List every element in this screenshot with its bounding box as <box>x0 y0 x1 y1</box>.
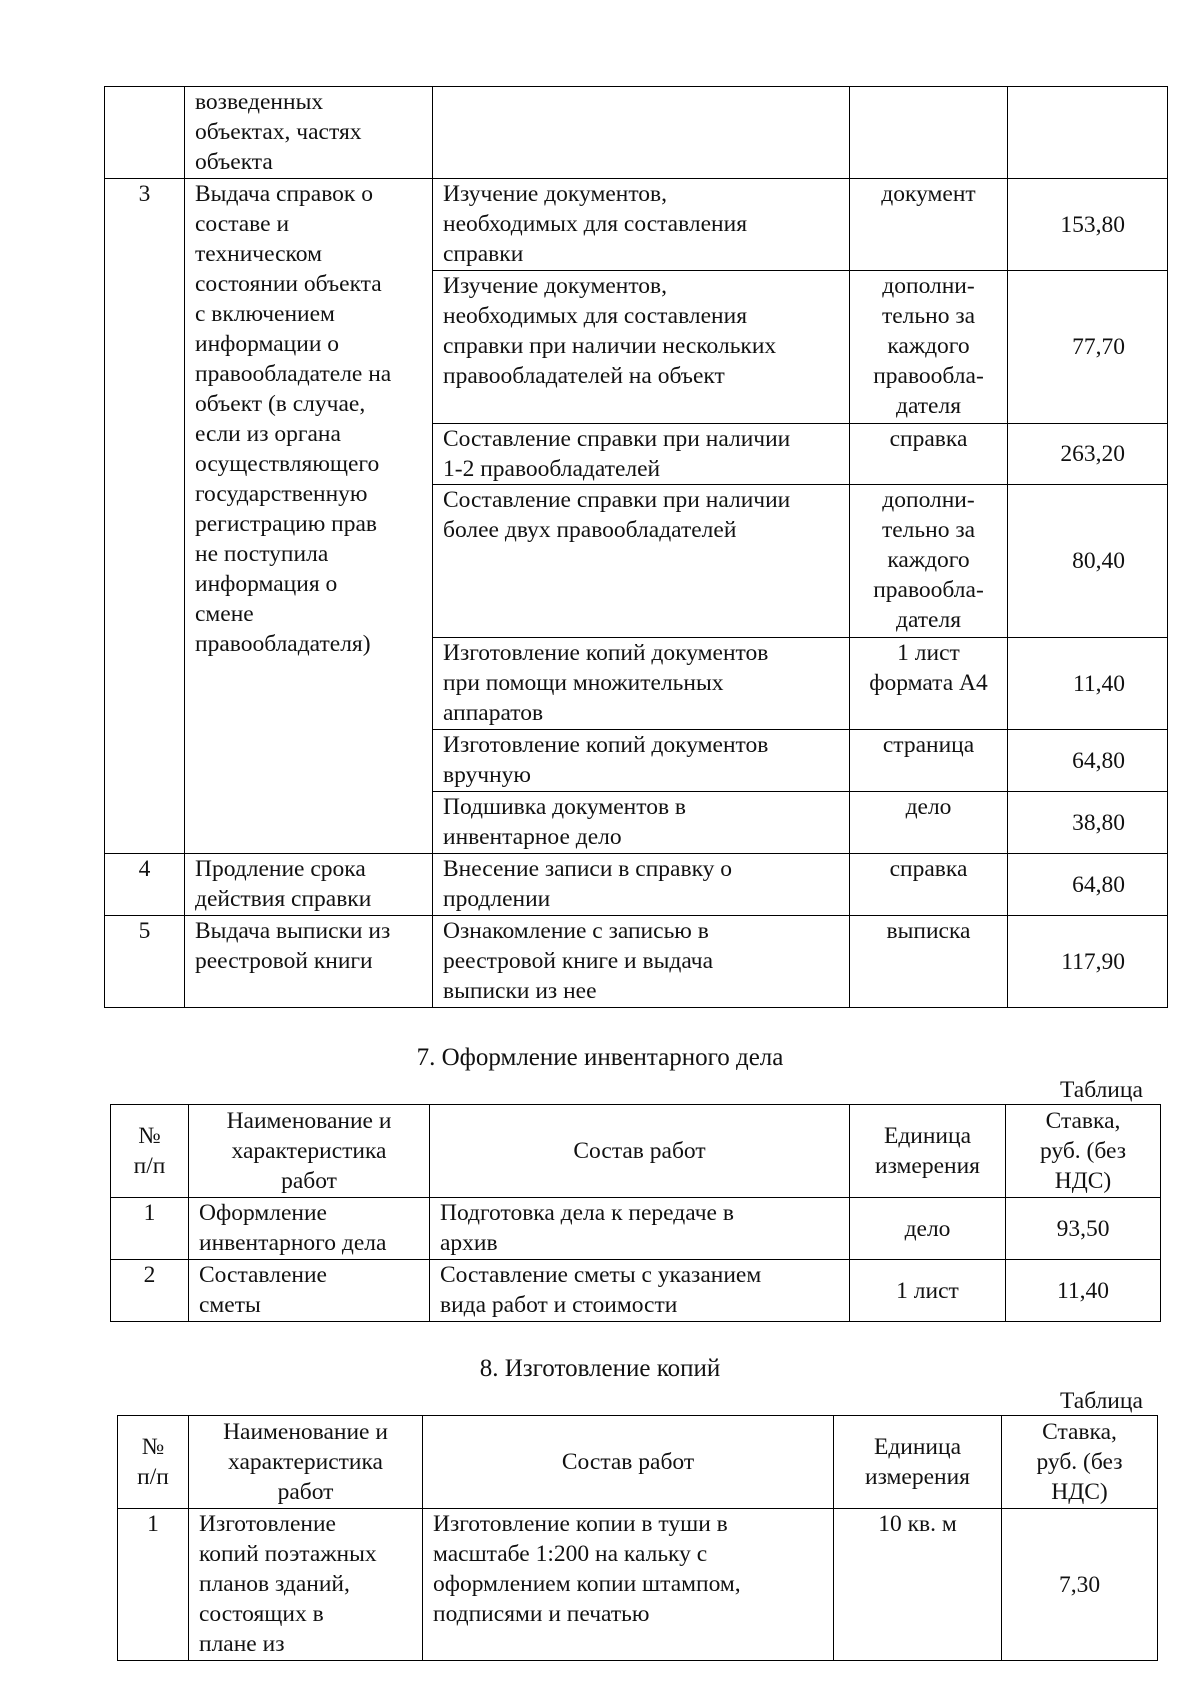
rates-table-continued <box>104 86 1168 1008</box>
unit: выписка <box>850 916 1008 1008</box>
rate <box>1008 87 1168 179</box>
rate: 64,80 <box>1008 854 1168 916</box>
unit: страница <box>850 730 1008 792</box>
work-composition: Подшивка документов в инвентарное дело <box>433 792 850 854</box>
unit: дополни- тельно за каждого правообла- дателя <box>850 485 1008 638</box>
row-number <box>105 87 185 179</box>
copies-table <box>117 1415 1158 1661</box>
work-composition: Изготовление копий документов при помощи множительных аппаратов <box>433 638 850 730</box>
work-name: возведенных объектах, частях объекта <box>185 87 433 179</box>
work-composition: Изготовление копии в туши в масштабе 1:200 на кальку с оформлением копии штампом, подписями и печатью <box>423 1509 834 1661</box>
unit: документ <box>850 179 1008 271</box>
work-composition: Ознакомление с записью в реестровой книге и выдача выписки из нее <box>433 916 850 1008</box>
unit: справка <box>850 854 1008 916</box>
row-number: 2 <box>111 1260 189 1322</box>
table-row <box>105 179 1168 271</box>
header-number: № п/п <box>111 1105 189 1198</box>
work-name: Выдача справок о составе и техническом состоянии объекта с включением информации о правообладателе на объект (в случае, если из органа осуществляющего государственную регистрацию прав не поступила информация о смене правообладателя) <box>185 179 433 854</box>
rate: 153,80 <box>1008 179 1168 271</box>
row-number: 5 <box>105 916 185 1008</box>
header-unit: Единица измерения <box>850 1105 1006 1198</box>
header-rate: Ставка, руб. (без НДС) <box>1006 1105 1161 1198</box>
table-row <box>105 854 1168 916</box>
section-8-title: 8. Изготовление копий <box>479 1355 721 1382</box>
header-rate: Ставка, руб. (без НДС) <box>1002 1416 1158 1509</box>
work-composition: Составление справки при наличии 1-2 правообладателей <box>433 424 850 485</box>
work-composition: Изготовление копий документов вручную <box>433 730 850 792</box>
work-composition <box>433 87 850 179</box>
row-number: 4 <box>105 854 185 916</box>
table-row <box>111 1198 1161 1260</box>
work-composition: Подготовка дела к передаче в архив <box>430 1198 850 1260</box>
table-row <box>105 87 1168 179</box>
rate: 117,90 <box>1008 916 1168 1008</box>
unit: 1 лист <box>850 1260 1006 1322</box>
rate: 38,80 <box>1008 792 1168 854</box>
unit: дополни- тельно за каждого правообла- дателя <box>850 271 1008 424</box>
header-number: № п/п <box>118 1416 189 1509</box>
table-caption: Таблица <box>1060 1388 1143 1414</box>
unit <box>850 87 1008 179</box>
work-composition: Внесение записи в справку о продлении <box>433 854 850 916</box>
rate: 11,40 <box>1008 638 1168 730</box>
unit: дело <box>850 792 1008 854</box>
section-7-title: 7. Оформление инвентарного дела <box>416 1044 784 1071</box>
row-number: 1 <box>111 1198 189 1260</box>
rate: 11,40 <box>1006 1260 1161 1322</box>
unit: 1 лист формата А4 <box>850 638 1008 730</box>
rate: 64,80 <box>1008 730 1168 792</box>
header-unit: Единица измерения <box>834 1416 1002 1509</box>
unit: дело <box>850 1198 1006 1260</box>
header-name: Наименование и характеристика работ <box>189 1105 430 1198</box>
rate: 80,40 <box>1008 485 1168 638</box>
work-name: Оформление инвентарного дела <box>189 1198 430 1260</box>
work-name: Выдача выписки из реестровой книги <box>185 916 433 1008</box>
table-caption: Таблица <box>1060 1077 1143 1103</box>
work-composition: Составление сметы с указанием вида работ и стоимости <box>430 1260 850 1322</box>
inventory-case-table <box>110 1104 1161 1322</box>
row-number: 3 <box>105 179 185 854</box>
unit: справка <box>850 424 1008 485</box>
work-composition: Изучение документов, необходимых для составления справки при наличии нескольких правообладателей на объект <box>433 271 850 424</box>
table-row <box>105 916 1168 1008</box>
work-composition: Составление справки при наличии более двух правообладателей <box>433 485 850 638</box>
table-row <box>118 1509 1158 1661</box>
work-name: Изготовление копий поэтажных планов зданий, состоящих в плане из <box>189 1509 423 1661</box>
table-row <box>111 1260 1161 1322</box>
unit: 10 кв. м <box>834 1509 1002 1661</box>
work-composition: Изучение документов, необходимых для составления справки <box>433 179 850 271</box>
rate: 93,50 <box>1006 1198 1161 1260</box>
table-header-row <box>118 1416 1158 1509</box>
rate: 77,70 <box>1008 271 1168 424</box>
work-name: Составление сметы <box>189 1260 430 1322</box>
rate: 263,20 <box>1008 424 1168 485</box>
row-number: 1 <box>118 1509 189 1661</box>
table-header-row <box>111 1105 1161 1198</box>
rate: 7,30 <box>1002 1509 1158 1661</box>
header-name: Наименование и характеристика работ <box>189 1416 423 1509</box>
work-name: Продление срока действия справки <box>185 854 433 916</box>
header-work: Состав работ <box>430 1105 850 1198</box>
header-work: Состав работ <box>423 1416 834 1509</box>
